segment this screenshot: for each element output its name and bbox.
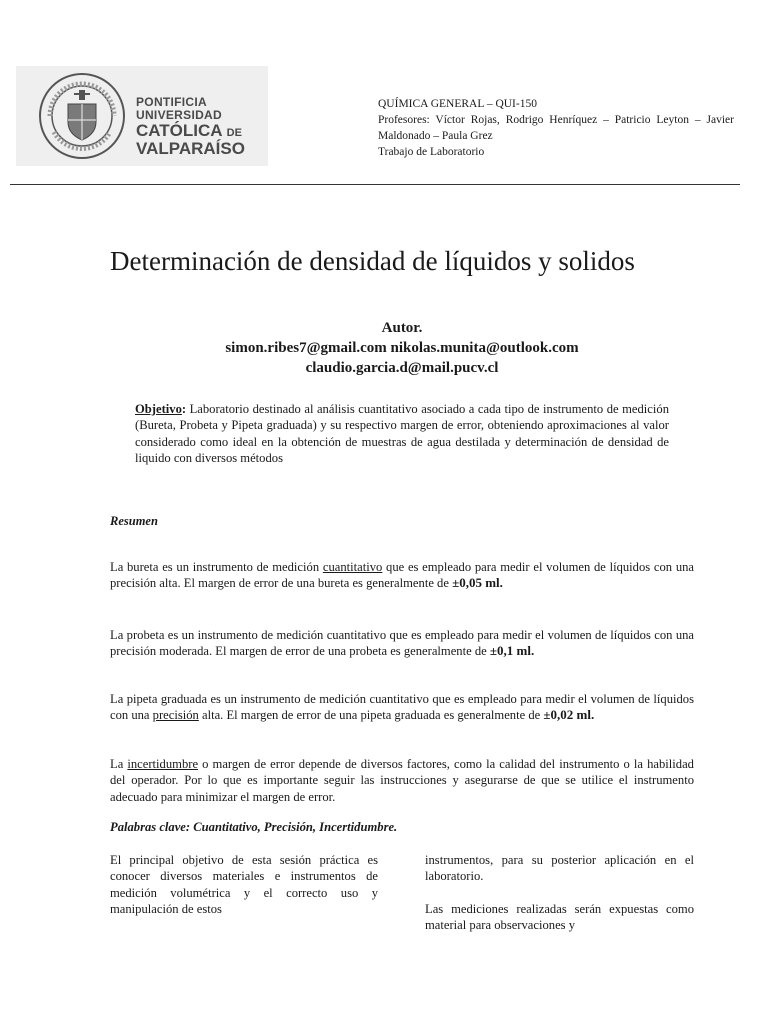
logo-line-4: VALPARAÍSO <box>136 139 245 159</box>
document-title: Determinación de densidad de líquidos y solidos <box>110 246 635 276</box>
course-header <box>378 96 734 160</box>
paragraph-probeta: La probeta es un instrumento de medición cuantitativo que es empleado para medir el volumen de líquidos con una precisión moderada. El margen de error de una probeta es generalmente de ±0,1 ml. <box>110 628 694 659</box>
objective-label: Objetivo <box>135 402 182 416</box>
university-logo <box>16 66 268 166</box>
university-name <box>136 96 245 158</box>
authors-emails-2: claudio.garcia.d@mail.pucv.cl <box>305 360 499 376</box>
body-right-paragraph-1: instrumentos, para su posterior aplicación en el laboratorio. <box>425 853 694 884</box>
body-right-column <box>425 852 694 934</box>
authors-block <box>110 318 694 378</box>
authors-emails-1: simon.ribes7@gmail.com nikolas.munita@outlook.com <box>225 340 579 356</box>
body-left-column: El principal objetivo de esta sesión práctica es conocer diversos materiales e instrumentos de medición volumétrica y el correcto uso y manipulación de estos <box>110 853 378 917</box>
document-type: Trabajo de Laboratorio <box>378 146 485 158</box>
objective-text: Laboratorio destinado al análisis cuantitativo asociado a cada tipo de instrumento de medición (Bureta, Probeta y Pipeta graduada) y su respectivo margen de error, obteniendo aproximaciones al valor considerado como ideal en la obtención de muestras de agua destilada y determinación de densidad de liquido con diversos métodos <box>135 402 669 466</box>
course-name: QUÍMICA GENERAL – QUI-150 <box>378 98 537 110</box>
paragraph-pipeta: La pipeta graduada es un instrumento de medición cuantitativo que es empleado para medir el volumen de líquidos con una precisión alta. El margen de error de una pipeta graduada es generalmente de ±0,02 ml. <box>110 692 694 723</box>
resumen-heading: Resumen <box>110 514 158 528</box>
university-seal-icon <box>38 72 126 160</box>
professors: Profesores: Víctor Rojas, Rodrigo Henríquez – Patricio Leyton – Javier Maldonado – Paula Grez <box>378 114 734 142</box>
logo-line-3: CATÓLICA DE <box>136 121 242 141</box>
objective-paragraph: Objetivo: Laboratorio destinado al análisis cuantitativo asociado a cada tipo de instrumento de medición (Bureta, Probeta y Pipeta graduada) y su respectivo margen de error, obteniendo aproximaciones al valor considerado como ideal en la obtención de muestras de agua destilada y determinación de densidad de liquido con diversos métodos <box>135 402 669 466</box>
logo-line-1: PONTIFICIA <box>136 95 207 109</box>
logo-line-2: UNIVERSIDAD <box>136 107 222 122</box>
keywords: Palabras clave: Cuantitativo, Precisión, Incertidumbre. <box>110 820 398 834</box>
paragraph-bureta: La bureta es un instrumento de medición cuantitativo que es empleado para medir el volumen de líquidos con una precisión alta. El margen de error de una bureta es generalmente de ±0,05 ml. <box>110 560 694 591</box>
paragraph-incertidumbre: La incertidumbre o margen de error depende de diversos factores, como la calidad del instrumento o la habilidad del operador. Por lo que es importante seguir las instrucciones y asegurarse de que se utilice el instrumento adecuado para minimizar el margen de error. <box>110 757 694 804</box>
header-divider <box>10 184 740 185</box>
body-right-paragraph-2: Las mediciones realizadas serán expuestas como material para observaciones y <box>425 901 694 933</box>
authors-label: Autor. <box>381 320 423 336</box>
